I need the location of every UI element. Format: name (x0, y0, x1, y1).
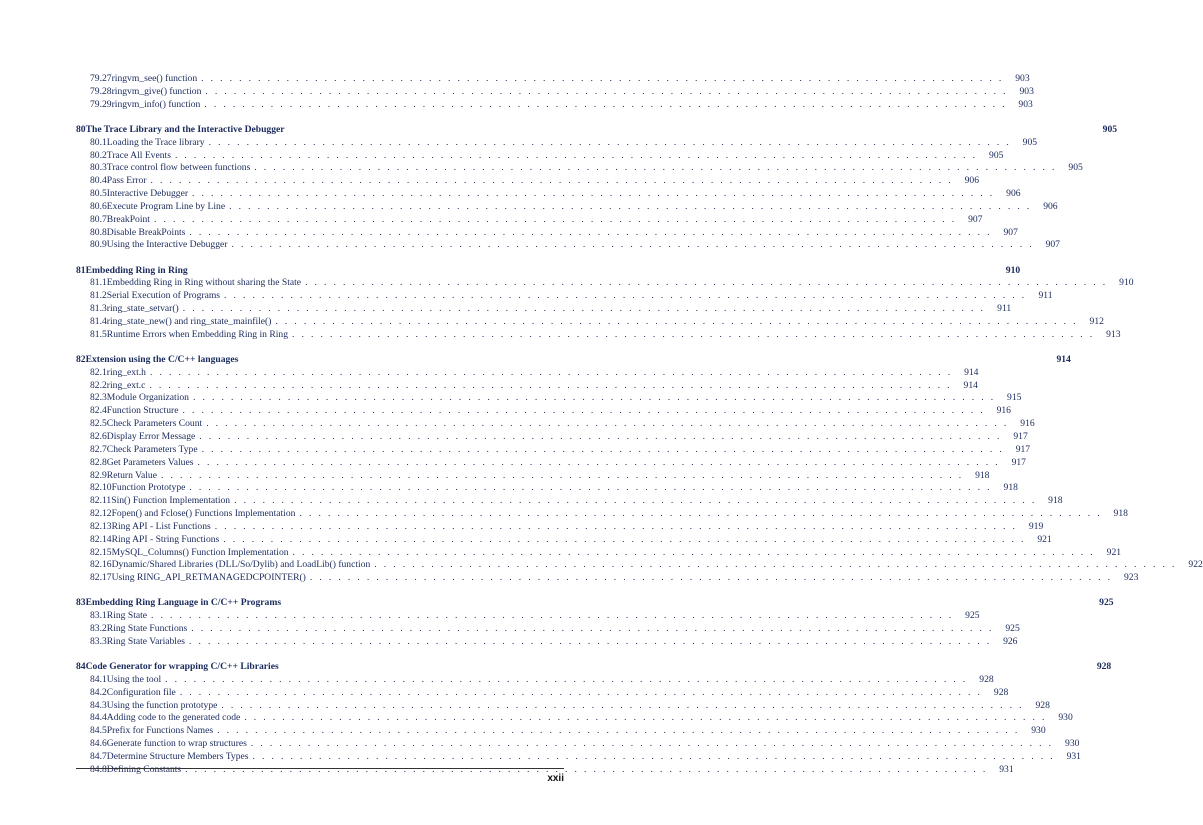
toc-entry-title[interactable]: Ring API - List Functions (111, 520, 211, 532)
toc-entry-page[interactable]: 915 (1007, 392, 1022, 404)
toc-entry-page[interactable]: 918 (1048, 495, 1063, 507)
toc-entry-number: 82.5 (90, 418, 107, 430)
toc-entry-page[interactable]: 912 (1089, 315, 1104, 327)
toc-entry-page[interactable]: 928 (1035, 699, 1050, 711)
toc-entry-title[interactable]: Configuration file (106, 686, 176, 698)
toc-entry-page[interactable]: 925 (965, 610, 980, 622)
toc-section-entry[interactable] (76, 443, 1031, 457)
toc-entry-number: 80.9 (90, 239, 107, 251)
toc-entry-page[interactable]: 905 (989, 149, 1004, 161)
toc-entry-page[interactable]: 928 (993, 686, 1009, 698)
toc-section-entry[interactable] (76, 303, 1012, 316)
toc-entry-page[interactable]: 926 (1003, 635, 1018, 647)
dot-leader: . . . . . . . . . . . . . . . . . . . . . . . . . . . . . . . . . . . . . . . . . . . . . . . . . . . . . . . . . . . . . . . . . . . . . . . . . . . . . . . . . . . . . (192, 188, 995, 200)
toc-section-entry[interactable] (76, 635, 1018, 649)
toc-entry-page[interactable]: 925 (1005, 623, 1020, 635)
dot-leader: . . . . . . . . . . . . . . . . . . . . . . . . . . . . . . . . . . . . . . . . . . . . . . . . . . . . . . . . . . . . . . . . . . . . . . . . . . . . . . . . . . . . . (217, 725, 1020, 737)
toc-entry-title[interactable]: BreakPoint (106, 213, 150, 225)
toc-section-entry[interactable] (76, 328, 1121, 342)
toc-section-entry[interactable] (76, 239, 1060, 252)
toc-entry-title[interactable]: Execute Program Line by Line (106, 200, 226, 212)
toc-entry-number: 82.11 (90, 495, 112, 507)
toc-entry-title[interactable]: Interactive Debugger (106, 188, 189, 200)
toc-entry-page[interactable]: 922 (1188, 559, 1203, 571)
dot-leader: . . . . . . . . . . . . . . . . . . . . . . . . . . . . . . . . . . . . . . . . . . . . . . . . . . . . . . . . . . . . . . . . . . . . . . . . . . . . . . . . . . . . . (188, 635, 992, 647)
toc-entry-page[interactable]: 907 (968, 213, 983, 225)
toc-entry-page[interactable]: 903 (1018, 98, 1033, 110)
toc-entry-title[interactable]: MySQL_Columns() Function Implementation (111, 546, 289, 558)
toc-entry-page[interactable]: 910 (1005, 264, 1021, 276)
dot-leader: . . . . . . . . . . . . . . . . . . . . . . . . . . . . . . . . . . . . . . . . . . . . . . . . . . . . . . . . . . . . . . . . . . . . . . . . . . . . . . . . . . . . . (160, 469, 964, 481)
toc-entry-number: 81.5 (90, 328, 107, 340)
toc-section-entry[interactable] (76, 533, 1052, 547)
dot-leader: . . . . . . . . . . . . . . . . . . . . . . . . . . . . . . . . . . . . . . . . . . . . . . . . . . . . . . . . . . . . . . . . . . . . . . . . . . . . . . . . . . . . . (189, 226, 992, 238)
toc-entry-number: 83 (76, 597, 86, 609)
toc-section-entry[interactable] (76, 738, 1080, 751)
toc-entry-page[interactable]: 903 (1019, 85, 1034, 97)
toc-section-entry[interactable] (76, 712, 1073, 725)
toc-section-entry[interactable] (76, 763, 1014, 777)
dot-leader: . . . . . . . . . . . . . . . . . . . . . . . . . . . . . . . . . . . . . . . . . . . . . . . . . . . . . . . . . . . . . . . . . . . . . . . . . . . . . . . . . . . . . (182, 303, 986, 315)
toc-entry-page[interactable]: 928 (1096, 661, 1112, 673)
toc-entry-title[interactable]: ringvm_give() function (111, 85, 202, 97)
toc-section-entry[interactable] (76, 162, 1083, 175)
toc-entry-number: 82.6 (90, 430, 107, 442)
toc-entry-page[interactable]: 925 (1099, 597, 1114, 609)
toc-entry-number: 82.17 (90, 572, 112, 584)
toc-entry-number: 82.10 (90, 482, 112, 494)
toc-section-entry[interactable] (76, 469, 990, 483)
toc-entry-page[interactable]: 911 (1038, 290, 1053, 302)
toc-entry-number: 79.29 (90, 98, 112, 110)
toc-entry-number: 82.13 (90, 520, 112, 532)
toc-entry-page[interactable]: 903 (1015, 73, 1030, 84)
toc-entry-number: 84.4 (90, 712, 107, 724)
toc-entry-number: 82.14 (90, 533, 112, 545)
dot-leader: . . . . . . . . . . . . . . . . . . . . . . . . . . . . . . . . . . . . . . . . . . . . . . . . . . . . . . . . . . . . . . . . . . . . . . . . . . . . . . . . . . . . . (179, 686, 983, 698)
dot-leader: . . . . . . . . . . . . . . . . . . . . . . . . . . . . . . . . . . . . . . . . . . . . . . . . . . . . . . . . . . . . . . . . . . . . . . . . . . . . . . . . . . . . . (192, 392, 996, 404)
toc-entry-page[interactable]: 914 (1056, 353, 1071, 365)
toc-entry-number: 80.4 (90, 175, 107, 187)
toc-section-entry[interactable] (76, 379, 978, 393)
toc-entry-title[interactable]: ringvm_info() function (111, 98, 201, 110)
toc-section-entry[interactable] (76, 366, 979, 380)
toc-section-entry[interactable] (76, 725, 1046, 738)
toc-section-entry[interactable] (76, 456, 1026, 470)
toc-entry-number: 84.2 (90, 686, 107, 698)
dot-leader: . . . . . . . . . . . . . . . . . . . . . . . . . . . . . . . . . . . . . . . . . . . . . . . . . . . . . . . . . . . . . . . . . . . . . . . . . . . . . . . . . . . . . (224, 290, 1027, 302)
dot-leader: . . . . . . . . . . . . . . . . . . . . . . . . . . . . . . . . . . . . . . . . . . . . . . . . . . . . . . . . . . . . . . . . . . . . . . . . . . . . . . . . . . . . . (149, 379, 952, 391)
toc-section-entry[interactable] (76, 175, 979, 188)
toc-chapter-entry[interactable] (76, 353, 1071, 367)
toc-entry-number: 81 (76, 264, 86, 276)
toc-section-entry[interactable] (76, 290, 1053, 303)
dot-leader: . . . . . . . . . . . . . . . . . . . . . . . . . . . . . . . . . . . . . . . . . . . . . . . . . . . . . . . . . . . . . . . . . . . . . . . . . . . . . . . . . . . . . (206, 418, 1009, 430)
toc-entry-number: 80.7 (90, 213, 107, 225)
dot-leader: . . . . . . . . . . . . . . . . . . . . . . . . . . . . . . . . . . . . . . . . . . . . . . . . . . . . . . . . . . . . . . . . . . . . . . . . . . . . . . . . . . . . . (185, 763, 988, 775)
toc-entry-number: 80.5 (90, 188, 107, 200)
toc-entry-page[interactable]: 916 (996, 405, 1011, 417)
toc-entry-number: 81.4 (90, 315, 107, 327)
toc-entry-title[interactable]: Sin() Function Implementation (111, 495, 231, 507)
toc-entry-number: 84.7 (90, 750, 107, 762)
toc-section-entry[interactable] (76, 200, 1058, 214)
toc-entry-page[interactable]: 911 (997, 303, 1012, 315)
dot-leader: . . . . . . . . . . . . . . . . . . . . . . . . . . . . . . . . . . . . . . . . . . . . . . . . . . . . . . . . . . . . . . . . . . . . . . . . . . . . . . . . . . . . . (221, 699, 1024, 711)
toc-entry-page[interactable]: 930 (1058, 712, 1073, 724)
footer-divider (76, 768, 564, 769)
toc-entry-page[interactable]: 905 (1022, 136, 1038, 148)
toc-entry-title[interactable]: Ring API - String Functions (111, 533, 220, 545)
toc-entry-title[interactable]: Code Generator for wrapping C/C++ Libraries (85, 661, 279, 673)
toc-section-entry[interactable] (76, 430, 1028, 444)
toc-entry-page[interactable]: 914 (963, 379, 978, 391)
toc-entry-title[interactable]: Loading the Trace library (106, 136, 205, 148)
toc-entry-page[interactable]: 913 (1106, 328, 1121, 340)
toc-section-entry[interactable] (76, 315, 1104, 329)
toc-entry-title[interactable]: Ring State Functions (106, 623, 188, 635)
toc-entry-page[interactable]: 917 (1015, 443, 1031, 455)
toc-section-entry[interactable] (76, 673, 994, 687)
dot-leader: . . . . . . . . . . . . . . . . . . . . . . . . . . . . . . . . . . . . . . . . . . . . . . . . . . . . . . . . . . . . . . . . . . . . . . . . . . . . . . . . . . . . . (197, 456, 1000, 468)
toc-entry-title[interactable]: Check Parameters Count (106, 418, 203, 430)
toc-entry-page[interactable]: 916 (1020, 418, 1035, 430)
toc-entry-number: 82.16 (90, 559, 112, 571)
toc-entry-title[interactable]: ring_state_new() and ring_state_mainfile() (106, 315, 272, 327)
toc-entry-page[interactable]: 918 (1003, 482, 1018, 494)
toc-entry-title[interactable]: Prefix for Functions Names (106, 725, 214, 737)
toc-chapter-entry[interactable] (76, 123, 1118, 137)
toc-entry-page[interactable]: 905 (1102, 123, 1118, 135)
toc-entry-page[interactable]: 931 (1066, 750, 1081, 762)
dot-leader: . . . . . . . . . . . . . . . . . . . . . . . . . . . . . . . . . . . . . . . . . . . . . . . . . . . . . . . . . . . . . . . . . . . . . . . . . . . . . . . . . . . . . (149, 366, 953, 378)
dot-leader: . . . . . . . . . . . . . . . . . . . . . . . . . . . . . . . . . . . . . . . . . . . . . . . . . . . . . . . . . . . . . . . . . . . . . . . . . . . . . . . . . . . . . (275, 315, 1078, 327)
toc-entry-number: 80.8 (90, 226, 107, 238)
toc-entry-title[interactable]: Disable BreakPoints (106, 226, 186, 238)
toc-entry-title[interactable]: Using the function prototype (106, 699, 218, 711)
toc-entry-page[interactable]: 918 (1113, 508, 1128, 520)
toc-entry-title[interactable]: Module Organization (106, 392, 189, 404)
toc-section-entry[interactable] (76, 392, 1022, 405)
dot-leader: . . . . . . . . . . . . . . . . . . . . . . . . . . . . . . . . . . . . . . . . . . . . . . . . . . . . . . . . . . . . . . . . . . . . . . . . . . . . . . . . . . . . . (201, 73, 1004, 84)
toc-entry-title[interactable]: Using the Interactive Debugger (106, 239, 228, 251)
toc-section-entry[interactable] (76, 750, 1081, 764)
toc-entry-page[interactable]: 931 (999, 763, 1014, 775)
toc-entry-title[interactable]: Trace control flow between functions (106, 162, 251, 174)
toc-entry-page[interactable]: 917 (1013, 430, 1028, 442)
toc-entry-number: 81.2 (90, 290, 107, 302)
toc-entry-page[interactable]: 918 (975, 469, 990, 481)
toc-section-entry[interactable] (76, 686, 1009, 700)
toc-chapter-entry[interactable] (76, 264, 1021, 278)
table-of-contents (76, 73, 1203, 777)
toc-section-entry[interactable] (76, 188, 1021, 201)
toc-entry-number: 82.12 (90, 508, 112, 520)
toc-entry-title[interactable]: The Trace Library and the Interactive Debugger (85, 123, 285, 135)
dot-leader: . . . . . . . . . . . . . . . . . . . . . . . . . . . . . . . . . . . . . . . . . . . . . . . . . . . . . . . . . . . . . . . . . . . . . . . . . . . . . . . . . . . . . (165, 673, 968, 685)
toc-entry-page[interactable]: 923 (1123, 572, 1139, 584)
toc-entry-title[interactable]: Fopen() and Fclose() Functions Implementation (111, 508, 296, 520)
dot-leader: . . . . . . . . . . . . . . . . . . . . . . . . . . . . . . . . . . . . . . . . . . . . . . . . . . . . . . . . . . . . . . . . . . . . . . . . . . . . . . . . . . . . . (234, 495, 1037, 507)
dot-leader: . . . . . . . . . . . . . . . . . . . . . . . . . . . . . . . . . . . . . . . . . . . . . . . . . . . . . . . . . . . . . . . . . . . . . . . . . . . . . . . . . . . . . (292, 546, 1096, 558)
toc-entry-number: 84 (76, 661, 86, 673)
toc-entry-title[interactable]: Ring State (106, 610, 148, 622)
toc-entry-number: 81.1 (90, 277, 107, 289)
toc-section-entry[interactable] (76, 85, 1034, 99)
toc-entry-title[interactable]: Ring State Variables (106, 635, 185, 647)
toc-section-entry[interactable] (76, 213, 983, 227)
dot-leader: . . . . . . . . . . . . . . . . . . . . . . . . . . . . . . . . . . . . . . . . . . . . . . . . . . . . . . . . . . . . . . . . . . . . . . . . . . . . . . . . . . . . . (244, 712, 1047, 724)
toc-entry-page[interactable]: 905 (1068, 162, 1083, 174)
toc-entry-page[interactable]: 910 (1119, 277, 1134, 289)
toc-entry-number: 84.1 (90, 673, 107, 685)
toc-chapter-entry[interactable] (76, 661, 1112, 674)
toc-entry-title[interactable]: Trace All Events (106, 149, 171, 161)
toc-entry-number: 82.7 (90, 443, 107, 455)
toc-section-entry[interactable] (76, 277, 1134, 290)
toc-entry-title[interactable]: Dynamic/Shared Libraries (DLL/So/Dylib) and LoadLib() function (111, 559, 371, 571)
dot-leader: . . . . . . . . . . . . . . . . . . . . . . . . . . . . . . . . . . . . . . . . . . . . . . . . . . . . . . . . . . . . . . . . . . . . . . . . . . . . . . . . . . . . . (150, 175, 953, 187)
toc-entry-number: 82.2 (90, 379, 107, 391)
toc-entry-number: 84.8 (90, 763, 107, 775)
toc-entry-title[interactable]: Embedding Ring in Ring (85, 264, 188, 276)
toc-section-entry[interactable] (76, 495, 1063, 508)
toc-entry-title[interactable]: Function Structure (106, 405, 179, 417)
toc-section-entry[interactable] (76, 559, 1203, 572)
toc-entry-number: 82.9 (90, 469, 107, 481)
dot-leader: . . . . . . . . . . . . . . . . . . . . . . . . . . . . . . . . . . . . . . . . . . . . . . . . . . . . . . . . . . . . . . . . . . . . . . . . . . . . . . . . . . . . . (214, 520, 1018, 532)
dot-leader: . . . . . . . . . . . . . . . . . . . . . . . . . . . . . . . . . . . . . . . . . . . . . . . . . . . . . . . . . . . . . . . . . . . . . . . . . . . . . . . . . . . . . (305, 277, 1108, 289)
toc-section-entry[interactable] (76, 482, 1018, 495)
toc-entry-title[interactable]: Get Parameters Values (106, 456, 194, 468)
toc-entry-title[interactable]: ring_ext.c (106, 379, 146, 391)
toc-section-entry[interactable] (76, 546, 1122, 560)
toc-entry-number: 84.5 (90, 725, 107, 737)
page-number: xxii (547, 773, 564, 784)
toc-entry-number: 83.1 (90, 610, 107, 622)
dot-leader: . . . . . . . . . . . . . . . . . . . . . . . . . . . . . . . . . . . . . . . . . . . . . . . . . . . . . . . . . . . . . . . . . . . . . . . . . . . . . . . . . . . . . (204, 98, 1007, 110)
toc-entry-title[interactable]: Display Error Message (106, 430, 196, 442)
dot-leader: . . . . . . . . . . . . . . . . . . . . . . . . . . . . . . . . . . . . . . . . . . . . . . . . . . . . . . . . . . . . . . . . . . . . . . . . . . . . . . . . . . . . . (254, 162, 1057, 174)
toc-entry-page[interactable]: 921 (1037, 533, 1052, 545)
toc-entry-title[interactable]: Generate function to wrap structures (106, 738, 247, 750)
toc-section-entry[interactable] (76, 226, 1018, 240)
toc-entry-number: 82.1 (90, 366, 107, 378)
dot-leader: . . . . . . . . . . . . . . . . . . . . . . . . . . . . . . . . . . . . . . . . . . . . . . . . . . . . . . . . . . . . . . . . . . . . . . . . . . . . . . . . . . . . . (250, 738, 1054, 750)
toc-section-entry[interactable] (76, 98, 1033, 112)
toc-section-entry[interactable] (76, 610, 980, 623)
toc-section-entry[interactable] (76, 508, 1128, 521)
toc-chapter-entry[interactable] (76, 597, 1114, 610)
toc-entry-number: 84.6 (90, 738, 107, 750)
toc-entry-title[interactable]: ring_state_setvar() (106, 303, 179, 315)
toc-entry-title[interactable]: Function Prototype (111, 482, 186, 494)
toc-section-entry[interactable] (76, 136, 1038, 150)
dot-leader: . . . . . . . . . . . . . . . . . . . . . . . . . . . . . . . . . . . . . . . . . . . . . . . . . . . . . . . . . . . . . . . . . . . . . . . . . . . . . . . . . . . . . (208, 136, 1012, 148)
toc-entry-number: 83.3 (90, 635, 107, 647)
toc-entry-page[interactable]: 930 (1031, 725, 1046, 737)
toc-entry-title[interactable]: Check Parameters Type (106, 443, 198, 455)
toc-entry-title[interactable]: Return Value (106, 469, 157, 481)
toc-entry-number: 80.3 (90, 162, 107, 174)
toc-section-entry[interactable] (76, 572, 1139, 585)
toc-entry-number: 82.3 (90, 392, 107, 404)
toc-entry-title[interactable]: Determine Structure Members Types (106, 750, 249, 762)
dot-leader: . . . . . . . . . . . . . . . . . . . . . . . . . . . . . . . . . . . . . . . . . . . . . . . . . . . . . . . . . . . . . . . . . . . . . . . . . . . . . . . . . . . . . (205, 85, 1008, 97)
dot-leader: . . . . . . . . . . . . . . . . . . . . . . . . . . . . . . . . . . . . . . . . . . . . . . . . . . . . . . . . . . . . . . . . . . . . . . . . . . . . . . . . . . . . . (292, 328, 1095, 340)
dot-leader: . . . . . . . . . . . . . . . . . . . . . . . . . . . . . . . . . . . . . . . . . . . . . . . . . . . . . . . . . . . . . . . . . . . . . . . . . . . . . . . . . . . . . (174, 149, 978, 161)
dot-leader: . . . . . . . . . . . . . . . . . . . . . . . . . . . . . . . . . . . . . . . . . . . . . . . . . . . . . . . . . . . . . . . . . . . . . . . . . . . . . . . . . . . . . (309, 572, 1113, 584)
dot-leader: . . . . . . . . . . . . . . . . . . . . . . . . . . . . . . . . . . . . . . . . . . . . . . . . . . . . . . . . . . . . . . . . . . . . . . . . . . . . . . . . . . . . . (199, 430, 1002, 442)
toc-entry-number: 82 (76, 353, 86, 365)
toc-entry-number: 79.28 (90, 85, 112, 97)
dot-leader: . . . . . . . . . . . . . . . . . . . . . . . . . . . . . . . . . . . . . . . . . . . . . . . . . . . . . . . . . . . . . . . . . . . . . . . . . . . . . . . . . . . . . (191, 623, 994, 635)
toc-entry-page[interactable]: 917 (1011, 456, 1026, 468)
dot-leader: . . . . . . . . . . . . . . . . . . . . . . . . . . . . . . . . . . . . . . . . . . . . . . . . . . . . . . . . . . . . . . . . . . . . . . . . . . . . . . . . . . . . . (252, 750, 1055, 762)
toc-section-entry[interactable] (76, 73, 1030, 86)
toc-entry-page[interactable]: 928 (979, 673, 994, 685)
dot-leader: . . . . . . . . . . . . . . . . . . . . . . . . . . . . . . . . . . . . . . . . . . . . . . . . . . . . . . . . . . . . . . . . . . . . . . . . . . . . . . . . . . . . . (189, 482, 992, 494)
toc-entry-number: 80.2 (90, 149, 107, 161)
dot-leader: . . . . . . . . . . . . . . . . . . . . . . . . . . . . . . . . . . . . . . . . . . . . . . . . . . . . . . . . . . . . . . . . . . . . . . . . . . . . . . . . . . . . . (229, 200, 1032, 212)
toc-entry-title[interactable]: Defining Constants (106, 763, 182, 775)
toc-section-entry[interactable] (76, 149, 1004, 163)
toc-entry-number: 82.8 (90, 456, 107, 468)
toc-entry-title[interactable]: Using the tool (106, 673, 162, 685)
toc-section-entry[interactable] (76, 520, 1044, 534)
toc-entry-number: 79.27 (90, 73, 112, 84)
toc-entry-page[interactable]: 930 (1065, 738, 1080, 750)
toc-section-entry[interactable] (76, 623, 1020, 636)
toc-entry-page[interactable]: 921 (1106, 546, 1122, 558)
toc-entry-title[interactable]: Extension using the C/C++ languages (85, 353, 239, 365)
toc-entry-number: 80.6 (90, 200, 107, 212)
toc-entry-number: 80.1 (90, 136, 107, 148)
toc-entry-number: 80 (76, 123, 86, 135)
dot-leader: . . . . . . . . . . . . . . . . . . . . . . . . . . . . . . . . . . . . . . . . . . . . . . . . . . . . . . . . . . . . . . . . . . . . . . . . . . . . . . . . . . . . . (153, 213, 957, 225)
dot-leader: . . . . . . . . . . . . . . . . . . . . . . . . . . . . . . . . . . . . . . . . . . . . . . . . . . . . . . . . . . . . . . . . . . . . . . . . . . . . . . . . . . . . . (223, 533, 1026, 545)
toc-section-entry[interactable] (76, 405, 1011, 418)
toc-entry-page[interactable]: 919 (1028, 520, 1044, 532)
dot-leader: . . . . . . . . . . . . . . . . . . . . . . . . . . . . . . . . . . . . . . . . . . . . . . . . . . . . . . . . . . . . . . . . . . . . . . . . . . . . . . . . . . . . . (182, 405, 985, 417)
toc-entry-page[interactable]: 906 (1043, 200, 1058, 212)
dot-leader: . . . . . . . . . . . . . . . . . . . . . . . . . . . . . . . . . . . . . . . . . . . . . . . . . . . . . . . . . . . . . . . . . . . . . . . . . . . . . . . . . . . . . (151, 610, 954, 622)
toc-entry-title[interactable]: Runtime Errors when Embedding Ring in Ring (106, 328, 288, 340)
toc-entry-title[interactable]: ring_ext.h (106, 366, 146, 378)
toc-entry-number: 81.3 (90, 303, 107, 315)
toc-entry-title[interactable]: Pass Error (106, 175, 147, 187)
dot-leader: . . . . . . . . . . . . . . . . . . . . . . . . . . . . . . . . . . . . . . . . . . . . . . . . . . . . . . . . . . . . . . . . . . . . . . . . . . . . . . . . . . . . . (201, 443, 1005, 455)
toc-entry-title[interactable]: Adding code to the generated code (106, 712, 241, 724)
dot-leader: . . . . . . . . . . . . . . . . . . . . . . . . . . . . . . . . . . . . . . . . . . . . . . . . . . . . . . . . . . . . . . . . . . . . . . . . . . . . . . . . . . . . . (299, 508, 1102, 520)
toc-entry-number: 82.15 (90, 546, 112, 558)
toc-entry-number: 84.3 (90, 699, 107, 711)
toc-entry-page[interactable]: 907 (1003, 226, 1018, 238)
toc-entry-number: 82.4 (90, 405, 107, 417)
dot-leader: . . . . . . . . . . . . . . . . . . . . . . . . . . . . . . . . . . . . . . . . . . . . . . . . . . . . . . . . . . . . . . . . . . . . . . . . . . . . . . . . . . . . . (231, 239, 1034, 251)
toc-entry-title[interactable]: Serial Execution of Programs (106, 290, 221, 302)
toc-entry-page[interactable]: 914 (964, 366, 979, 378)
toc-entry-title[interactable]: Embedding Ring in Ring without sharing the State (106, 277, 302, 289)
toc-entry-title[interactable]: Using RING_API_RETMANAGEDCPOINTER() (111, 572, 306, 584)
toc-entry-page[interactable]: 906 (964, 175, 979, 187)
toc-entry-page[interactable]: 907 (1045, 239, 1060, 251)
toc-section-entry[interactable] (76, 418, 1035, 431)
toc-entry-title[interactable]: ringvm_see() function (111, 73, 198, 84)
toc-section-entry[interactable] (76, 699, 1050, 713)
toc-entry-page[interactable]: 906 (1006, 188, 1021, 200)
toc-entry-title[interactable]: Embedding Ring Language in C/C++ Programs (85, 597, 282, 609)
dot-leader: . . . . . . . . . . . . . . . . . . . . . . . . . . . . . . . . . . . . . . . . . . . . . . . . . . . . . . . . . . . . . . . . . . . . . . . . . . . . . . . . . . . . . (374, 559, 1177, 571)
toc-entry-number: 83.2 (90, 623, 107, 635)
